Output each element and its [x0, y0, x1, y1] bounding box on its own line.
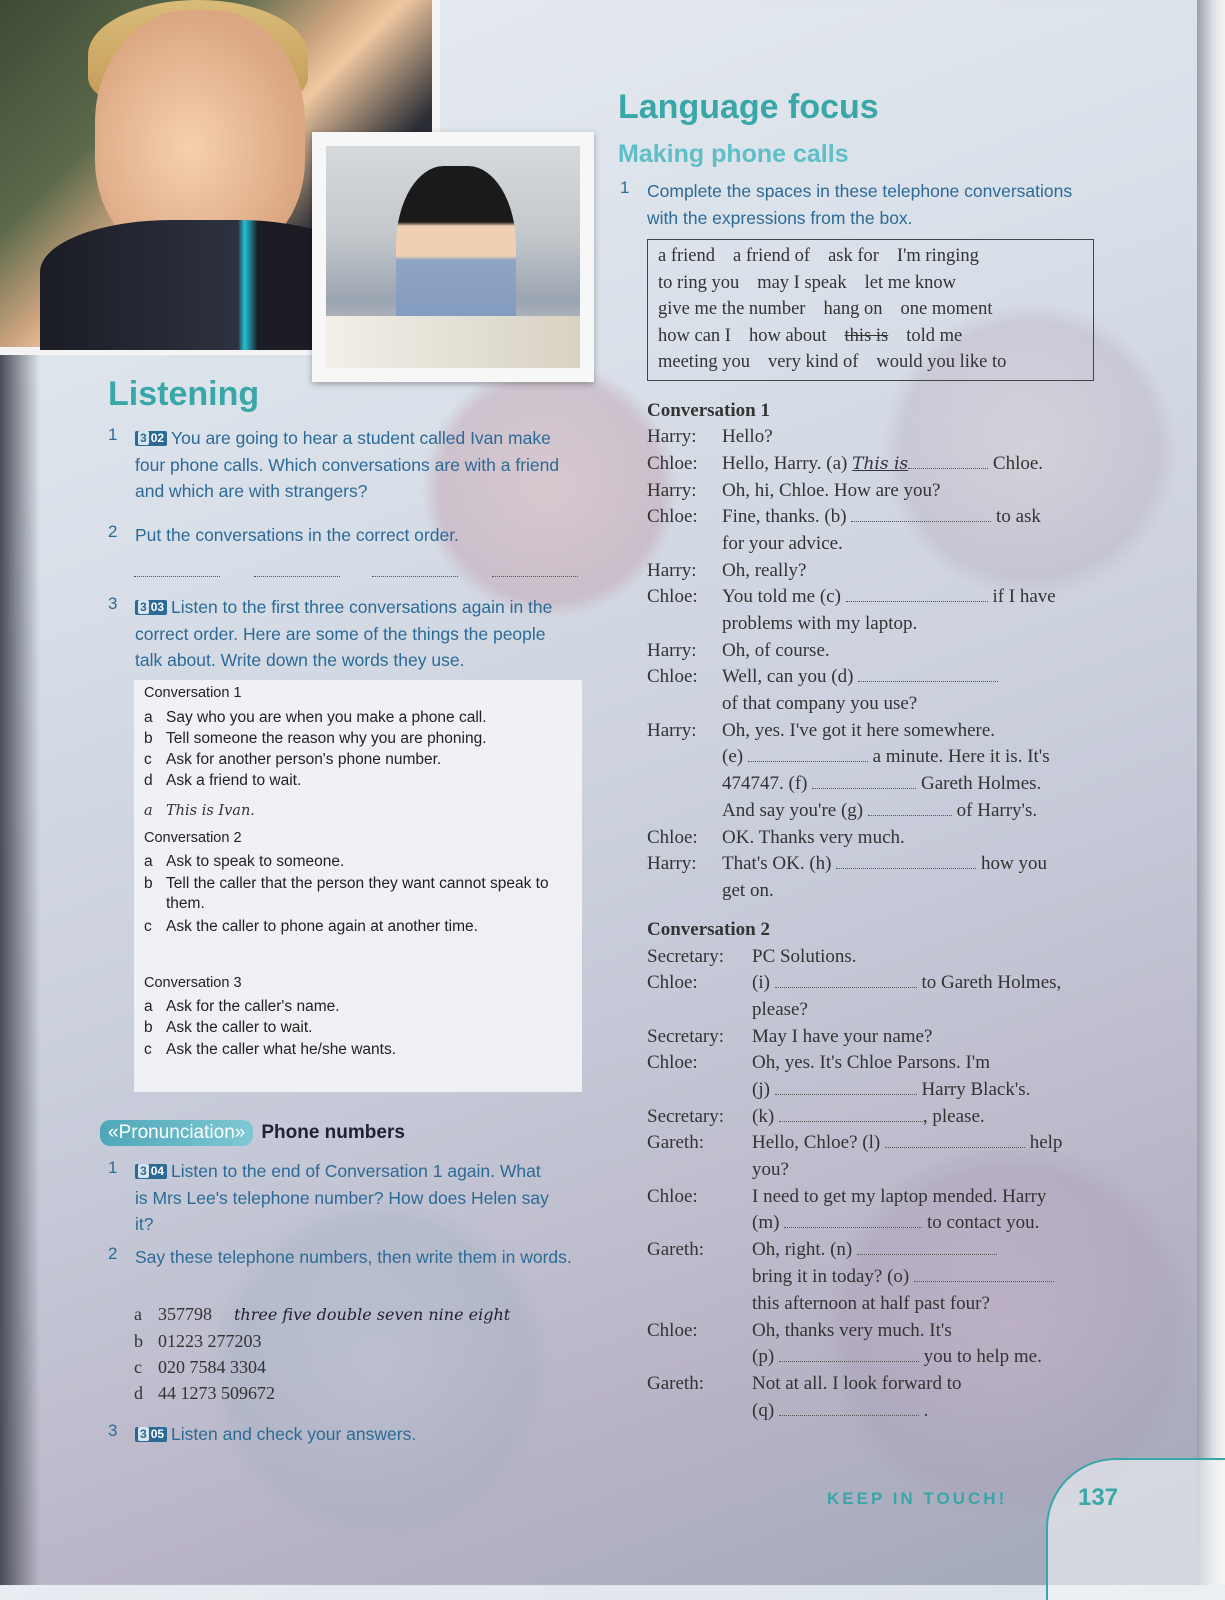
blank-l[interactable]	[885, 1133, 1025, 1148]
dialogue-line: Well, can you (d)	[722, 666, 998, 688]
dialogue-line: get on.	[722, 880, 774, 901]
q1-number: 1	[108, 425, 118, 444]
dialogue-line: please?	[752, 999, 808, 1020]
dialogue-line: problems with my laptop.	[722, 613, 918, 634]
dialogue-line: (m) to contact you.	[752, 1212, 1040, 1233]
dialogue-line: Fine, thanks. (b) to ask	[722, 506, 1041, 527]
phone-number-item: d 44 1273 509672	[134, 1383, 275, 1403]
blank-i[interactable]	[775, 973, 917, 988]
speaker: Harry:	[647, 853, 697, 874]
task-item: a Ask for the caller's name.	[144, 998, 340, 1015]
q2-number: 2	[108, 522, 118, 541]
answer-line[interactable]	[134, 576, 220, 577]
dialogue-line: Oh, really?	[722, 560, 807, 581]
dialogue-line: Hello?	[722, 426, 773, 447]
dialogue-line: PC Solutions.	[752, 946, 857, 967]
dialogue-line: bring it in today? (o)	[752, 1266, 1054, 1288]
blank-o[interactable]	[914, 1267, 1054, 1282]
task-item: b Tell the caller that the person they want cannot speak to them.	[144, 875, 549, 912]
answer-a: This is	[852, 454, 909, 474]
speaker: Harry:	[647, 560, 697, 581]
speaker: Chloe:	[647, 972, 698, 993]
task-item: b Tell someone the reason why you are phoning.	[144, 730, 487, 747]
phone-number-item: c 020 7584 3304	[134, 1357, 266, 1377]
blank-j[interactable]	[775, 1080, 917, 1095]
conversation2-heading: Conversation 2	[647, 919, 770, 940]
dialogue-line: That's OK. (h) how you	[722, 853, 1047, 874]
page-edge	[1197, 0, 1225, 1585]
speaker: Chloe:	[647, 586, 698, 607]
task-item: a Ask to speak to someone.	[144, 853, 345, 870]
dialogue-line: Hello, Chloe? (l) help	[752, 1132, 1063, 1153]
task-item: c Ask the caller to phone again at another time.	[144, 918, 478, 935]
dialogue-line: for your advice.	[722, 533, 843, 554]
listening-q1: 3 02 You are going to hear a student called Ivan make four phone calls. Which conversations are with a friend and which are with strangers?	[135, 428, 560, 501]
speaker: Gareth:	[647, 1132, 704, 1153]
speaker: Chloe:	[647, 666, 698, 687]
speaker: Gareth:	[647, 1373, 704, 1394]
blank-p[interactable]	[779, 1347, 919, 1362]
pronunciation-tag: «Pronunciation»	[100, 1120, 253, 1146]
lf-q1-number: 1	[620, 178, 630, 197]
conv2-heading: Conversation 2	[144, 830, 242, 846]
language-focus-instruction: Complete the spaces in these telephone conversations with the expressions from the box.	[647, 181, 1073, 228]
pronunciation-heading	[100, 1120, 405, 1146]
dialogue-line: And say you're (g) of Harry's.	[722, 800, 1038, 821]
dialogue-line: Oh, hi, Chloe. How are you?	[722, 480, 941, 501]
answer-line[interactable]	[492, 576, 578, 577]
listening-q3: 3 03 Listen to the first three conversations again in the correct order. Here are some of the things the people talk about. Write down the words they use.	[135, 597, 553, 670]
dialogue-line: Oh, thanks very much. It's	[752, 1320, 952, 1341]
dialogue-line: Not at all. I look forward to	[752, 1373, 962, 1394]
language-focus-heading: Language focus	[618, 88, 879, 126]
speaker: Secretary:	[647, 946, 725, 967]
dialogue-line: (p) you to help me.	[752, 1346, 1042, 1367]
blank-f[interactable]	[812, 774, 916, 789]
blank-e[interactable]	[748, 747, 868, 762]
example-answer: a This is Ivan.	[144, 803, 255, 819]
dialogue-line: (q) .	[752, 1400, 929, 1421]
speaker: Chloe:	[647, 827, 698, 848]
task-item: c Ask for another person's phone number.	[144, 751, 442, 768]
conv3-heading: Conversation 3	[144, 975, 242, 991]
expressions-box: a friend a friend of ask for I'm ringing to ring you may I speak let me know give me the number hang on one moment how can I how about this is told me meeting you very kind of would you like to	[647, 239, 1094, 381]
dialogue-line: this afternoon at half past four?	[752, 1293, 990, 1314]
speaker: Harry:	[647, 720, 697, 741]
blank-b[interactable]	[851, 507, 991, 522]
pronunciation-q1: 3 04 Listen to the end of Conversation 1 again. What is Mrs Lee's telephone number? How does Helen say it?	[135, 1161, 549, 1234]
dialogue-line: You told me (c) if I have	[722, 586, 1056, 607]
blank-h[interactable]	[836, 854, 976, 869]
cd-track-icon: 3 02	[135, 431, 167, 446]
dialogue-line: Oh, of course.	[722, 640, 830, 661]
speaker: Gareth:	[647, 1239, 704, 1260]
pronunciation-q3: 3 05 Listen and check your answers.	[135, 1421, 555, 1448]
speaker: Chloe:	[647, 1320, 698, 1341]
p3-number: 3	[108, 1421, 118, 1440]
speaker: Harry:	[647, 426, 697, 447]
phone-number-item: b 01223 277203	[134, 1331, 262, 1351]
blank-m[interactable]	[784, 1213, 922, 1228]
dialogue-line: 474747. (f) Gareth Holmes.	[722, 773, 1042, 794]
conv1-heading: Conversation 1	[144, 685, 242, 701]
speaker: Harry:	[647, 640, 697, 661]
page-number-badge	[1046, 1458, 1225, 1600]
blank-g[interactable]	[868, 801, 952, 816]
answer-line[interactable]	[372, 576, 458, 577]
page-number: 137	[1078, 1484, 1119, 1511]
phone-number-item: a 357798 three five double seven nine eight	[134, 1304, 511, 1324]
blank-k[interactable]	[779, 1107, 923, 1122]
dialogue-line: I need to get my laptop mended. Harry	[752, 1186, 1047, 1207]
language-focus-subtitle: Making phone calls	[618, 140, 849, 168]
speaker: Secretary:	[647, 1026, 725, 1047]
blank-q[interactable]	[779, 1401, 919, 1416]
unit-title: KEEP IN TOUCH!	[827, 1489, 1008, 1508]
cd-track-icon: 3 04	[135, 1164, 167, 1179]
dialogue-line: (j) Harry Black's.	[752, 1079, 1031, 1100]
pronunciation-q2: Say these telephone numbers, then write them in words.	[135, 1247, 572, 1267]
answer-line[interactable]	[254, 576, 340, 577]
p1-number: 1	[108, 1158, 118, 1177]
blank-d[interactable]	[858, 667, 998, 682]
p2-number: 2	[108, 1244, 118, 1263]
task-item: a Say who you are when you make a phone call.	[144, 709, 487, 726]
dialogue-line: of that company you use?	[722, 693, 918, 714]
cd-track-icon: 3 05	[135, 1427, 167, 1442]
dialogue-line: OK. Thanks very much.	[722, 827, 905, 848]
pronunciation-title: Phone numbers	[261, 1122, 405, 1143]
conversation1-heading: Conversation 1	[647, 400, 770, 421]
dialogue-line: Oh, right. (n)	[752, 1239, 997, 1261]
dialogue-line: (k) , please.	[752, 1106, 985, 1127]
speaker: Chloe:	[647, 453, 698, 474]
listening-q2: Put the conversations in the correct order.	[135, 525, 459, 545]
task-item: d Ask a friend to wait.	[144, 772, 302, 789]
dialogue-line: Oh, yes. It's Chloe Parsons. I'm	[752, 1052, 991, 1073]
q3-number: 3	[108, 594, 118, 613]
dialogue-line: Hello, Harry. (a) This is Chloe.	[722, 453, 1044, 474]
dialogue-line: (i) to Gareth Holmes,	[752, 972, 1062, 993]
cd-track-icon: 3 03	[135, 600, 167, 615]
dialogue-line: May I have your name?	[752, 1026, 933, 1047]
photo-woman-on-phone	[312, 132, 594, 382]
speaker: Chloe:	[647, 1052, 698, 1073]
blank-n[interactable]	[857, 1240, 997, 1255]
speaker: Secretary:	[647, 1106, 725, 1127]
conversation-tasks-box	[134, 680, 582, 1092]
task-item: b Ask the caller to wait.	[144, 1019, 313, 1036]
task-item: c Ask the caller what he/she wants.	[144, 1041, 397, 1058]
dialogue-line: (e) a minute. Here it is. It's	[722, 746, 1050, 767]
blank-c[interactable]	[846, 587, 988, 602]
dialogue-line: Oh, yes. I've got it here somewhere.	[722, 720, 996, 741]
speaker: Chloe:	[647, 1186, 698, 1207]
listening-heading: Listening	[108, 375, 260, 413]
speaker: Harry:	[647, 480, 697, 501]
dialogue-line: you?	[752, 1159, 789, 1180]
speaker: Chloe:	[647, 506, 698, 527]
